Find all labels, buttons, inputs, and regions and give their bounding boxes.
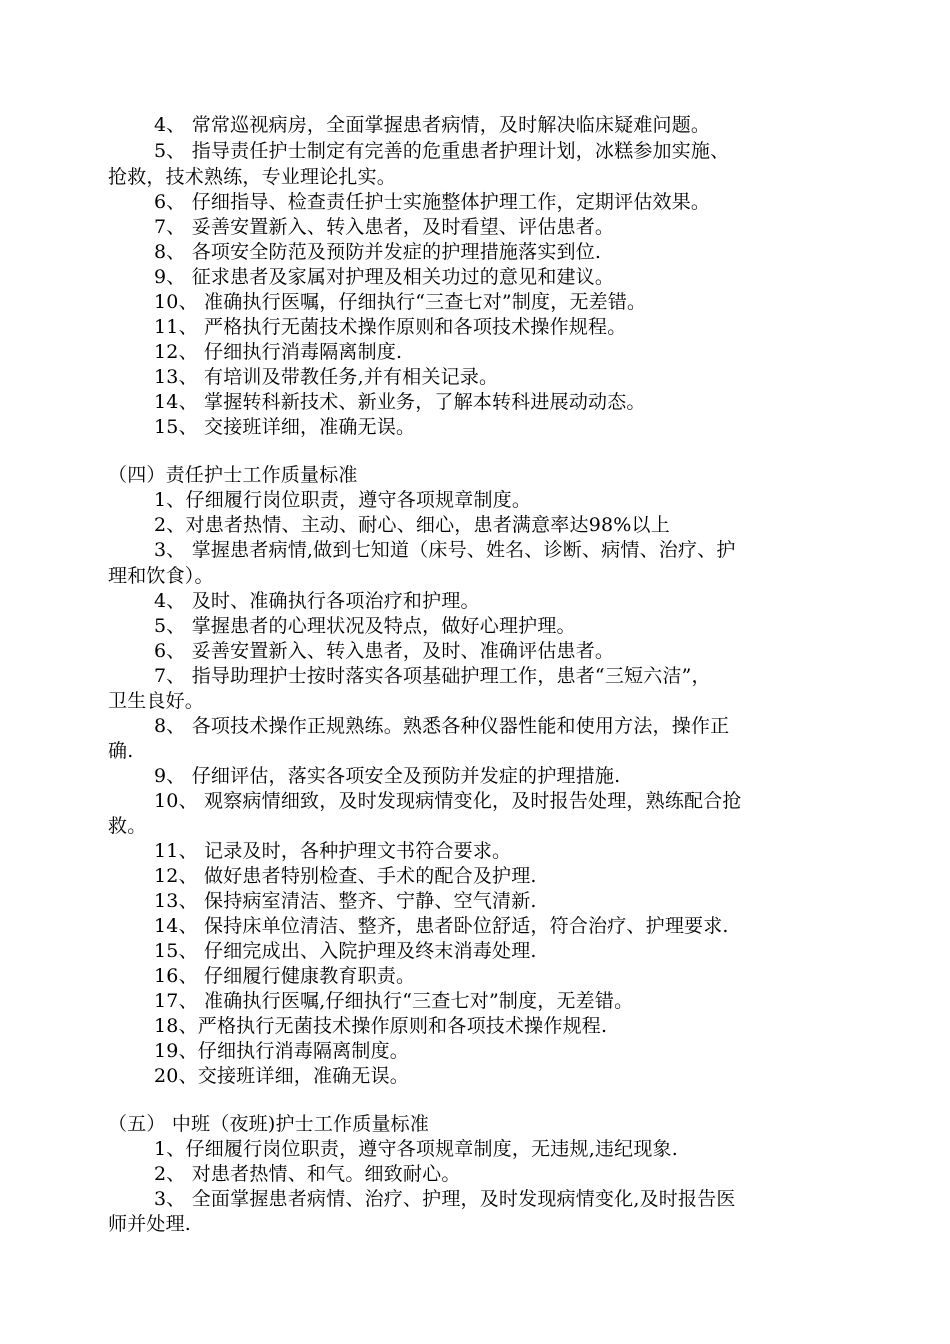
four-item-11: 11、 记录及时，各种护理文书符合要求。	[154, 840, 512, 862]
prev-item-6: 6、 仔细指导、检查责任护士实施整体护理工作，定期评估效果。	[154, 191, 711, 213]
four-item-19: 19、仔细执行消毒隔离制度。	[154, 1040, 409, 1062]
five-item-2: 2、 对患者热情、和气。细致耐心。	[154, 1163, 461, 1185]
four-item-7: 7、 指导助理护士按时落实各项基础护理工作，患者“三短六洁”，	[154, 665, 711, 687]
five-item-3: 3、 全面掌握患者病情、治疗、护理，及时发现病情变化,及时报告医	[154, 1188, 736, 1210]
prev-item-8: 8、 各项安全防范及预防并发症的护理措施落实到位.	[154, 241, 602, 263]
four-item-17: 17、 准确执行医嘱,仔细执行“三查七对”制度，无差错。	[154, 990, 634, 1012]
four-item-16: 16、 仔细履行健康教育职责。	[154, 965, 416, 987]
four-item-7-cont: 卫生良好。	[108, 690, 205, 712]
four-item-9: 9、 仔细评估，落实各项安全及预防并发症的护理措施.	[154, 765, 621, 787]
four-item-10: 10、 观察病情细致，及时发现病情变化，及时报告处理，熟练配合抢	[154, 790, 742, 812]
prev-item-15: 15、 交接班详细，准确无误。	[154, 416, 416, 438]
four-item-2: 2、对患者热情、主动、耐心、细心，患者满意率达98%以上	[154, 514, 670, 536]
section-four-title: （四）责任护士工作质量标准	[108, 464, 358, 486]
four-item-14: 14、 保持床单位清洁、整齐，患者卧位舒适，符合治疗、护理要求.	[154, 915, 729, 937]
prev-item-7: 7、 妥善安置新入、转入患者，及时看望、评估患者。	[154, 216, 615, 238]
four-item-3-cont: 理和饮食）。	[108, 565, 214, 587]
prev-item-13: 13、 有培训及带教任务,并有相关记录。	[154, 366, 499, 388]
four-item-15: 15、 仔细完成出、入院护理及终末消毒处理.	[154, 940, 537, 962]
prev-item-5-cont: 抢救，技术熟练，专业理论扎实。	[108, 166, 397, 188]
four-item-6: 6、 妥善安置新入、转入患者，及时、准确评估患者。	[154, 640, 615, 662]
four-item-10-cont: 救。	[108, 815, 147, 837]
four-item-18: 18、严格执行无菌技术操作原则和各项技术操作规程.	[154, 1015, 608, 1037]
four-item-13: 13、 保持病室清洁、整齐、宁静、空气清新.	[154, 890, 537, 912]
prev-item-14: 14、 掌握转科新技术、新业务，了解本转科进展动动态。	[154, 391, 646, 413]
five-item-3-cont: 师并处理.	[108, 1213, 192, 1235]
four-item-12: 12、 做好患者特别检查、手术的配合及护理.	[154, 865, 537, 887]
four-item-20: 20、交接班详细，准确无误。	[154, 1065, 409, 1087]
four-item-8: 8、 各项技术操作正规熟练。熟悉各种仪器性能和使用方法，操作正	[154, 715, 730, 737]
four-item-5: 5、 掌握患者的心理状况及特点，做好心理护理。	[154, 615, 576, 637]
prev-item-4: 4、 常常巡视病房，全面掌握患者病情，及时解决临床疑难问题。	[154, 114, 711, 136]
four-item-4: 4、 及时、准确执行各项治疗和护理。	[154, 590, 480, 612]
four-item-8-cont: 确.	[108, 740, 134, 762]
prev-item-10: 10、 准确执行医嘱，仔细执行“三查七对”制度，无差错。	[154, 291, 647, 313]
section-five-title: （五） 中班（夜班)护士工作质量标准	[108, 1113, 430, 1135]
four-item-3: 3、 掌握患者病情,做到七知道（床号、姓名、诊断、病情、治疗、护	[154, 539, 736, 561]
prev-item-9: 9、 征求患者及家属对护理及相关功过的意见和建议。	[154, 266, 615, 288]
four-item-1: 1、仔细履行岗位职责，遵守各项规章制度。	[154, 489, 532, 511]
prev-item-11: 11、 严格执行无菌技术操作原则和各项技术操作规程。	[154, 316, 627, 338]
prev-item-12: 12、 仔细执行消毒隔离制度.	[154, 341, 403, 363]
five-item-1: 1、仔细履行岗位职责，遵守各项规章制度，无违规,违纪现象.	[154, 1138, 678, 1160]
prev-item-5: 5、 指导责任护士制定有完善的危重患者护理计划，冰糕参加实施、	[154, 140, 730, 162]
